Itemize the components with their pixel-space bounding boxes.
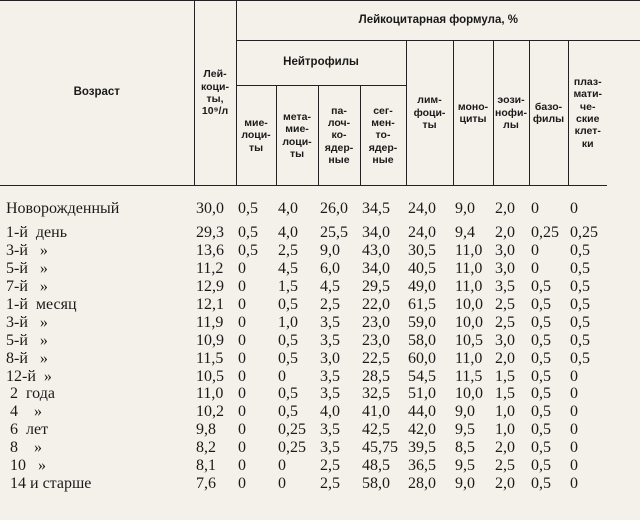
segmented-cell: 42,5 bbox=[362, 421, 390, 439]
lymphocytes-cell: 24,0 bbox=[408, 224, 436, 242]
metamyelocytes-header: мета- мие- лоци- ты bbox=[276, 86, 318, 186]
eosinophils-cell: 2,0 bbox=[495, 349, 515, 367]
table-row bbox=[0, 367, 640, 385]
eosinophils-cell: 1,0 bbox=[495, 421, 515, 439]
plasma-cells-cell: 0 bbox=[570, 367, 578, 385]
band-cell: 2,5 bbox=[320, 457, 340, 475]
basophils-cell: 0 bbox=[531, 200, 539, 217]
age-cell: 6 лет bbox=[6, 421, 49, 439]
myelocytes-cell: 0,5 bbox=[238, 242, 258, 260]
lymphocytes-cell: 30,5 bbox=[408, 242, 436, 260]
lymphocytes-cell: 39,5 bbox=[408, 439, 436, 457]
band-cell: 2,5 bbox=[320, 474, 340, 492]
age-cell: Новорожденный bbox=[6, 200, 120, 217]
segmented-cell: 22,5 bbox=[362, 349, 390, 367]
table-row bbox=[0, 421, 640, 439]
monocytes-cell: 10,0 bbox=[455, 313, 483, 331]
lymphocytes-cell: 54,5 bbox=[408, 367, 436, 385]
leukocytes-cell: 10,2 bbox=[196, 403, 224, 421]
basophils-header: базо- филы bbox=[529, 41, 568, 186]
metamyelocytes-cell: 0,25 bbox=[278, 421, 306, 439]
lymphocytes-cell: 28,0 bbox=[408, 474, 436, 492]
segmented-cell: 43,0 bbox=[362, 242, 390, 260]
basophils-cell: 0,5 bbox=[531, 278, 551, 296]
plasma-cells-cell: 0 bbox=[570, 403, 578, 421]
lymphocytes-cell: 40,5 bbox=[408, 260, 436, 278]
leukocytes-cell: 11,0 bbox=[196, 385, 224, 403]
myelocytes-cell: 0 bbox=[238, 457, 246, 475]
leukocytes-cell: 29,3 bbox=[196, 224, 224, 242]
segmented-cell: 58,0 bbox=[362, 474, 390, 492]
age-cell: 3-й » bbox=[6, 242, 48, 260]
eosinophils-cell: 3,0 bbox=[495, 242, 515, 260]
eosinophils-cell: 2,0 bbox=[495, 439, 515, 457]
band-cell: 3,5 bbox=[320, 313, 340, 331]
age-cell: 12-й » bbox=[6, 367, 52, 385]
lymphocytes-cell: 51,0 bbox=[408, 385, 436, 403]
plasma-cells-cell: 0,5 bbox=[570, 278, 590, 296]
metamyelocytes-cell: 0,5 bbox=[278, 296, 298, 313]
monocytes-cell: 9,0 bbox=[455, 200, 475, 217]
neutrophils-header: Нейтрофилы bbox=[236, 41, 406, 86]
segmented-cell: 28,5 bbox=[362, 367, 390, 385]
age-cell: 4 » bbox=[6, 403, 42, 421]
metamyelocytes-cell: 0,25 bbox=[278, 439, 306, 457]
eosinophils-cell: 2,5 bbox=[495, 296, 515, 313]
basophils-cell: 0 bbox=[531, 242, 539, 260]
metamyelocytes-cell: 2,5 bbox=[278, 242, 298, 260]
eosinophils-cell: 2,0 bbox=[495, 474, 515, 492]
table-row bbox=[0, 439, 640, 457]
band-cell: 2,5 bbox=[320, 296, 340, 313]
band-neutrophils-header: па- лоч- ко- ядер- ные bbox=[318, 86, 360, 186]
band-cell: 3,5 bbox=[320, 385, 340, 403]
leukocytes-cell: 7,6 bbox=[196, 474, 216, 492]
band-cell: 3,5 bbox=[320, 421, 340, 439]
table-body bbox=[0, 200, 640, 492]
eosinophils-cell: 1,5 bbox=[495, 385, 515, 403]
metamyelocytes-cell: 1,5 bbox=[278, 278, 298, 296]
metamyelocytes-cell: 1,0 bbox=[278, 313, 298, 331]
age-cell: 10 » bbox=[6, 457, 46, 475]
lymphocytes-cell: 36,5 bbox=[408, 457, 436, 475]
myelocytes-header: мие- лоци- ты bbox=[236, 86, 276, 186]
plasma-cells-cell: 0 bbox=[570, 474, 578, 492]
metamyelocytes-cell: 0,5 bbox=[278, 403, 298, 421]
eosinophils-cell: 2,5 bbox=[495, 313, 515, 331]
segmented-cell: 45,75 bbox=[362, 439, 398, 457]
lymphocytes-cell: 49,0 bbox=[408, 278, 436, 296]
band-cell: 4,0 bbox=[320, 403, 340, 421]
eosinophils-cell: 3,0 bbox=[495, 260, 515, 278]
metamyelocytes-cell: 0,5 bbox=[278, 385, 298, 403]
metamyelocytes-cell: 4,5 bbox=[278, 260, 298, 278]
table-row bbox=[0, 296, 640, 314]
eosinophils-header: эози- нофи- лы bbox=[493, 41, 529, 186]
age-header: Возраст bbox=[0, 1, 194, 186]
basophils-cell: 0,5 bbox=[531, 385, 551, 403]
metamyelocytes-cell: 0,5 bbox=[278, 349, 298, 367]
age-cell: 3-й » bbox=[6, 313, 48, 331]
table-row bbox=[0, 385, 640, 403]
eosinophils-cell: 1,5 bbox=[495, 367, 515, 385]
basophils-cell: 0,5 bbox=[531, 439, 551, 457]
myelocytes-cell: 0 bbox=[238, 296, 246, 313]
formula-header: Лейкоцитарная формула, % bbox=[236, 1, 640, 41]
myelocytes-cell: 0 bbox=[238, 331, 246, 349]
leukocytes-cell: 12,9 bbox=[196, 278, 224, 296]
plasma-cells-header: плаз- мати- че- ские клет- ки bbox=[568, 41, 607, 186]
segmented-cell: 34,5 bbox=[362, 200, 390, 217]
myelocytes-cell: 0 bbox=[238, 385, 246, 403]
lymphocytes-cell: 58,0 bbox=[408, 331, 436, 349]
table-row bbox=[0, 313, 640, 331]
myelocytes-cell: 0 bbox=[238, 474, 246, 492]
age-cell: 7-й » bbox=[6, 278, 48, 296]
leukocytes-cell: 9,8 bbox=[196, 421, 216, 439]
monocytes-cell: 9,5 bbox=[455, 457, 475, 475]
basophils-cell: 0,5 bbox=[531, 331, 551, 349]
plasma-cells-cell: 0 bbox=[570, 421, 578, 439]
basophils-cell: 0,5 bbox=[531, 457, 551, 475]
metamyelocytes-cell: 4,0 bbox=[278, 200, 298, 217]
band-cell: 4,5 bbox=[320, 278, 340, 296]
basophils-cell: 0,5 bbox=[531, 313, 551, 331]
eosinophils-cell: 3,5 bbox=[495, 278, 515, 296]
segmented-cell: 34,0 bbox=[362, 224, 390, 242]
leukocytes-cell: 11,5 bbox=[196, 349, 224, 367]
basophils-cell: 0,5 bbox=[531, 349, 551, 367]
band-cell: 3,0 bbox=[320, 349, 340, 367]
myelocytes-cell: 0 bbox=[238, 349, 246, 367]
eosinophils-cell: 2,5 bbox=[495, 457, 515, 475]
myelocytes-cell: 0 bbox=[238, 278, 246, 296]
leukocytes-cell: 11,2 bbox=[196, 260, 224, 278]
age-cell: 5-й » bbox=[6, 260, 48, 278]
leukocytes-cell: 8,1 bbox=[196, 457, 216, 475]
basophils-cell: 0,5 bbox=[531, 474, 551, 492]
band-cell: 25,5 bbox=[320, 224, 348, 242]
band-cell: 3,5 bbox=[320, 439, 340, 457]
table-row bbox=[0, 278, 640, 296]
lymphocytes-cell: 60,0 bbox=[408, 349, 436, 367]
table-row bbox=[0, 403, 640, 421]
monocytes-cell: 9,4 bbox=[455, 224, 475, 242]
segmented-cell: 23,0 bbox=[362, 313, 390, 331]
lymphocytes-cell: 61,5 bbox=[408, 296, 436, 313]
metamyelocytes-cell: 4,0 bbox=[278, 224, 298, 242]
monocytes-header: моно- циты bbox=[453, 41, 493, 186]
table-row bbox=[0, 242, 640, 260]
myelocytes-cell: 0 bbox=[238, 439, 246, 457]
table-header bbox=[0, 0, 640, 186]
plasma-cells-cell: 0,5 bbox=[570, 349, 590, 367]
plasma-cells-cell: 0 bbox=[570, 385, 578, 403]
plasma-cells-cell: 0,5 bbox=[570, 331, 590, 349]
myelocytes-cell: 0 bbox=[238, 313, 246, 331]
segmented-cell: 48,5 bbox=[362, 457, 390, 475]
lymphocytes-cell: 24,0 bbox=[408, 200, 436, 217]
age-cell: 5-й » bbox=[6, 331, 48, 349]
eosinophils-cell: 2,0 bbox=[495, 224, 515, 242]
band-cell: 3,5 bbox=[320, 331, 340, 349]
basophils-cell: 0,5 bbox=[531, 367, 551, 385]
metamyelocytes-cell: 0 bbox=[278, 367, 286, 385]
myelocytes-cell: 0,5 bbox=[238, 200, 258, 217]
band-cell: 3,5 bbox=[320, 367, 340, 385]
plasma-cells-cell: 0 bbox=[570, 439, 578, 457]
monocytes-cell: 9,5 bbox=[455, 421, 475, 439]
segmented-neutrophils-header: сег- мен- то- ядер- ные bbox=[360, 86, 406, 186]
plasma-cells-cell: 0 bbox=[570, 457, 578, 475]
lymphocytes-cell: 44,0 bbox=[408, 403, 436, 421]
plasma-cells-cell: 0,5 bbox=[570, 260, 590, 278]
band-cell: 26,0 bbox=[320, 200, 348, 217]
metamyelocytes-cell: 0 bbox=[278, 457, 286, 475]
plasma-cells-cell: 0,5 bbox=[570, 242, 590, 260]
segmented-cell: 41,0 bbox=[362, 403, 390, 421]
monocytes-cell: 11,0 bbox=[455, 260, 483, 278]
leukocytes-cell: 12,1 bbox=[196, 296, 224, 313]
monocytes-cell: 10,0 bbox=[455, 385, 483, 403]
age-cell: 14 и старше bbox=[6, 474, 92, 492]
plasma-cells-cell: 0,5 bbox=[570, 313, 590, 331]
metamyelocytes-cell: 0,5 bbox=[278, 331, 298, 349]
plasma-cells-cell: 0,5 bbox=[570, 296, 590, 313]
segmented-cell: 32,5 bbox=[362, 385, 390, 403]
leukocytes-cell: 11,9 bbox=[196, 313, 224, 331]
segmented-cell: 23,0 bbox=[362, 331, 390, 349]
band-cell: 6,0 bbox=[320, 260, 340, 278]
monocytes-cell: 11,0 bbox=[455, 349, 483, 367]
eosinophils-cell: 3,0 bbox=[495, 331, 515, 349]
leukocytes-cell: 10,5 bbox=[196, 367, 224, 385]
monocytes-cell: 10,0 bbox=[455, 296, 483, 313]
leukocytes-cell: 10,9 bbox=[196, 331, 224, 349]
leukocytes-cell: 30,0 bbox=[196, 200, 224, 217]
metamyelocytes-cell: 0 bbox=[278, 474, 286, 492]
table-row bbox=[0, 474, 640, 492]
monocytes-cell: 11,0 bbox=[455, 278, 483, 296]
monocytes-cell: 10,5 bbox=[455, 331, 483, 349]
table-row bbox=[0, 224, 640, 242]
lymphocytes-cell: 42,0 bbox=[408, 421, 436, 439]
basophils-cell: 0,25 bbox=[531, 224, 559, 242]
leukocytes-cell: 13,6 bbox=[196, 242, 224, 260]
monocytes-cell: 11,0 bbox=[455, 242, 483, 260]
table-row bbox=[0, 457, 640, 475]
table-row bbox=[0, 260, 640, 278]
monocytes-cell: 9,0 bbox=[455, 474, 475, 492]
age-cell: 8-й » bbox=[6, 349, 48, 367]
plasma-cells-cell: 0,25 bbox=[570, 224, 598, 242]
leukocytes-cell: 8,2 bbox=[196, 439, 216, 457]
age-cell: 8 » bbox=[6, 439, 42, 457]
myelocytes-cell: 0 bbox=[238, 421, 246, 439]
age-cell: 2 года bbox=[6, 385, 55, 403]
table-row bbox=[0, 349, 640, 367]
segmented-cell: 29,5 bbox=[362, 278, 390, 296]
band-cell: 9,0 bbox=[320, 242, 340, 260]
myelocytes-cell: 0 bbox=[238, 260, 246, 278]
eosinophils-cell: 2,0 bbox=[495, 200, 515, 217]
eosinophils-cell: 1,0 bbox=[495, 403, 515, 421]
table-row bbox=[0, 331, 640, 349]
monocytes-cell: 8,5 bbox=[455, 439, 475, 457]
segmented-cell: 22,0 bbox=[362, 296, 390, 313]
basophils-cell: 0,5 bbox=[531, 403, 551, 421]
myelocytes-cell: 0 bbox=[238, 367, 246, 385]
lymphocytes-header: лим- фоци- ты bbox=[406, 41, 453, 186]
basophils-cell: 0,5 bbox=[531, 421, 551, 439]
myelocytes-cell: 0,5 bbox=[238, 224, 258, 242]
basophils-cell: 0,5 bbox=[531, 296, 551, 313]
myelocytes-cell: 0 bbox=[238, 403, 246, 421]
monocytes-cell: 9,0 bbox=[455, 403, 475, 421]
lymphocytes-cell: 59,0 bbox=[408, 313, 436, 331]
plasma-cells-cell: 0 bbox=[570, 200, 578, 217]
age-cell: 1-й день bbox=[6, 224, 67, 242]
segmented-cell: 34,0 bbox=[362, 260, 390, 278]
monocytes-cell: 11,5 bbox=[455, 367, 483, 385]
basophils-cell: 0 bbox=[531, 260, 539, 278]
leukocytes-header: Лей- коци- ты, 10⁹/л bbox=[194, 1, 236, 186]
table-row bbox=[0, 200, 640, 224]
age-cell: 1-й месяц bbox=[6, 296, 77, 313]
